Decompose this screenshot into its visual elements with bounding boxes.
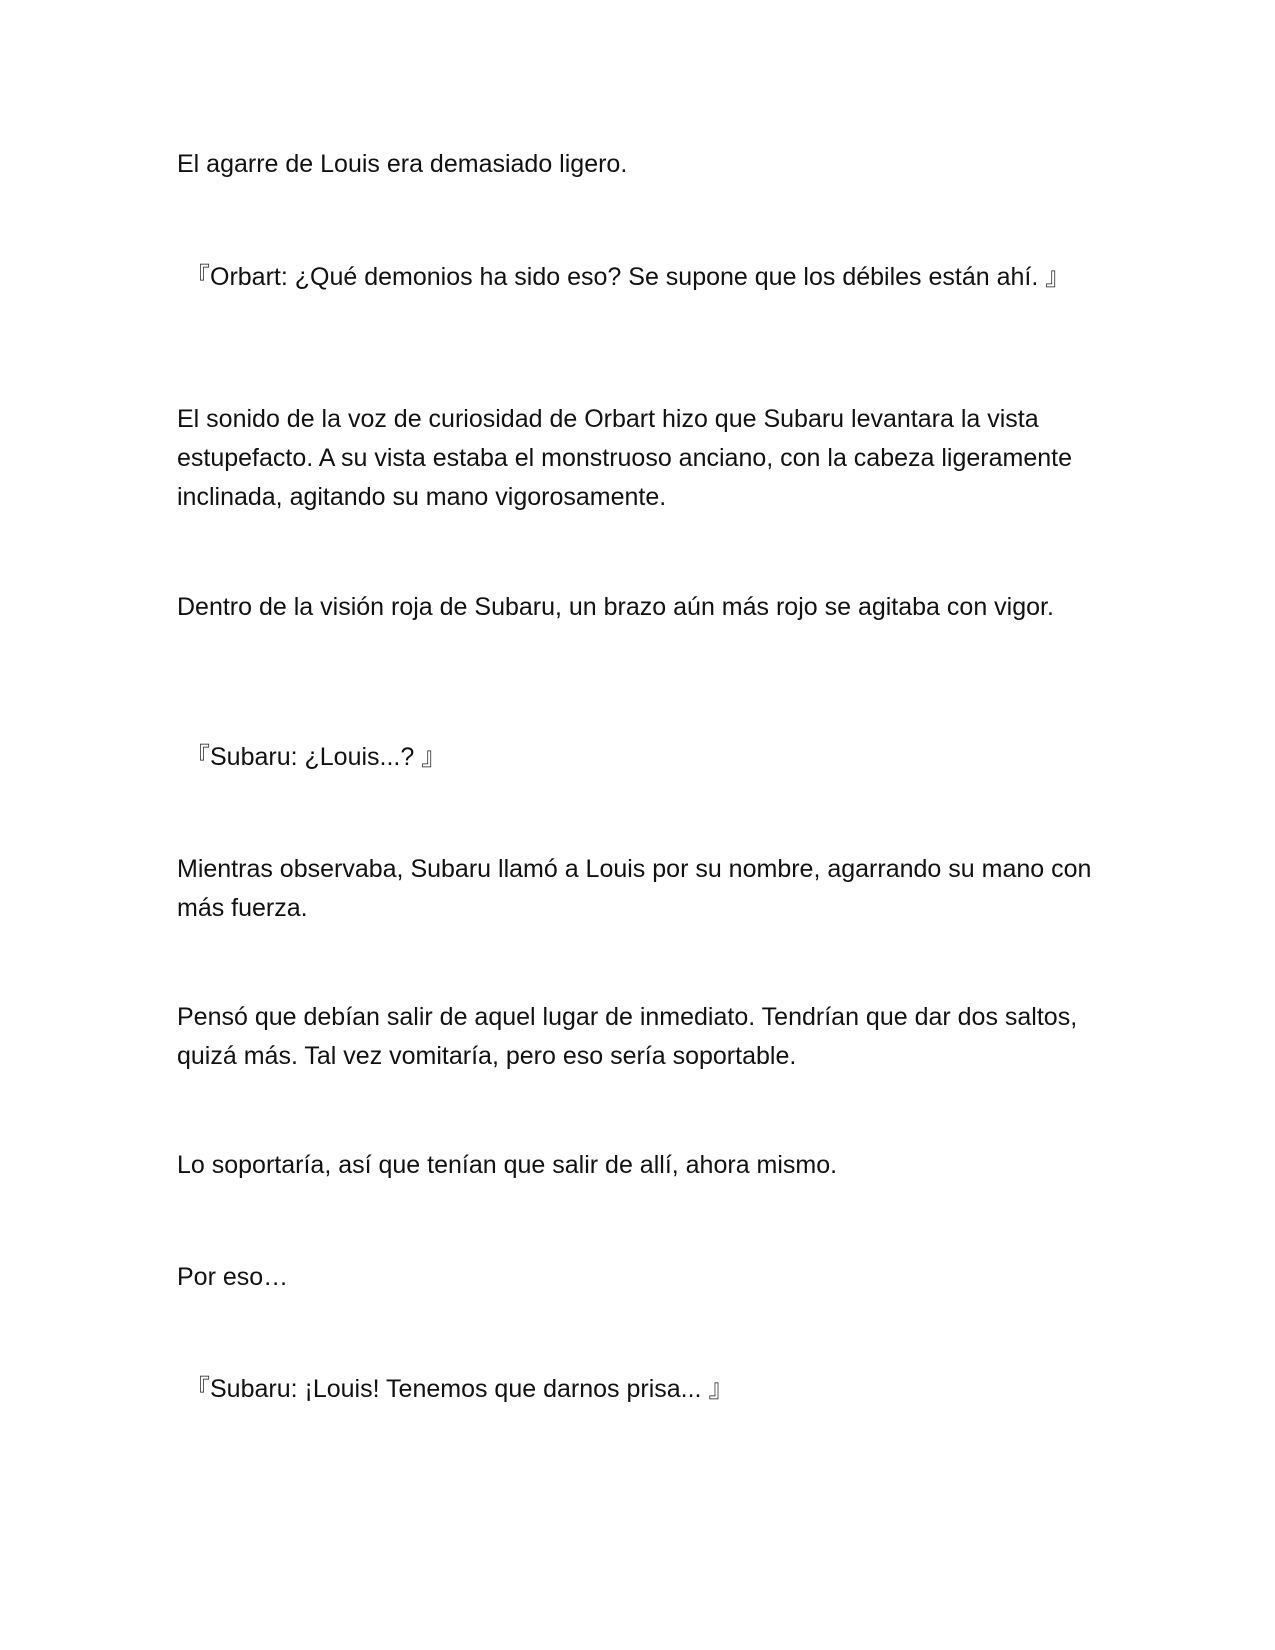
paragraph-narration-7: Por eso… <box>177 1263 289 1291</box>
paragraph-narration-4: Mientras observaba, Subaru llamó a Louis por su nombre, agarrando su mano con más fuerza. <box>177 855 1092 922</box>
paragraph-narration-1: El agarre de Louis era demasiado ligero. <box>177 150 628 178</box>
paragraph-narration-6: Lo soportaría, así que tenían que salir de allí, ahora mismo. <box>177 1151 838 1179</box>
paragraph-narration-3: Dentro de la visión roja de Subaru, un brazo aún más rojo se agitaba con vigor. <box>177 593 1054 621</box>
paragraph-narration-2: El sonido de la voz de curiosidad de Orbart hizo que Subaru levantara la vista estupefacto. A su vista estaba el monstruoso anciano, con la cabeza ligeramente inclinada, agitando su mano vigorosamente. <box>177 405 1072 511</box>
paragraph-dialogue-subaru-1: 『Subaru: ¿Louis...? 』 <box>185 743 447 771</box>
paragraph-dialogue-subaru-2: 『Subaru: ¡Louis! Tenemos que darnos prisa... 』 <box>185 1375 734 1403</box>
paragraph-dialogue-orbart: 『Orbart: ¿Qué demonios ha sido eso? Se supone que los débiles están ahí. 』 <box>185 263 1071 291</box>
paragraph-narration-5: Pensó que debían salir de aquel lugar de inmediato. Tendrían que dar dos saltos, quizá más. Tal vez vomitaría, pero eso sería soportable. <box>177 1003 1078 1070</box>
